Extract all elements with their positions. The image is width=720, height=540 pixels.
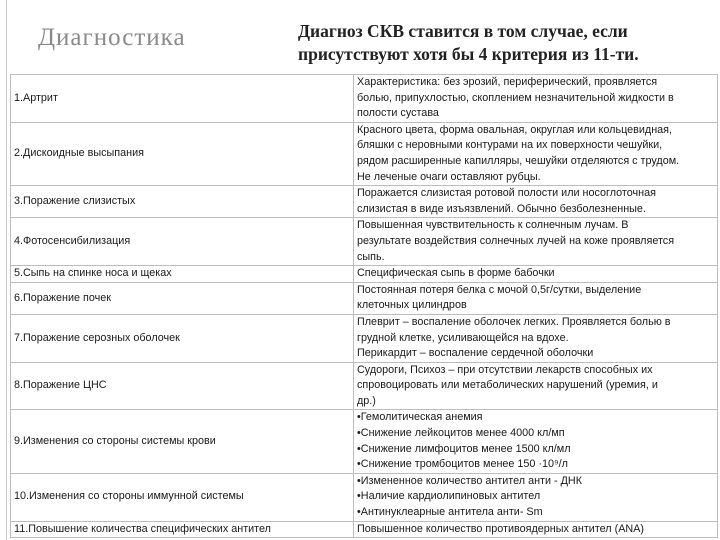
criterion-description <box>354 521 718 538</box>
criterion-description <box>354 282 718 314</box>
slide-heading: Диагноз СКВ ставится в том случае, если присутствуют хотя бы 4 критерия из 11-ти. <box>298 21 639 64</box>
criterion-name: 9.Изменения со стороны системы крови <box>11 410 354 473</box>
criteria-row <box>11 314 718 362</box>
criterion-description <box>354 186 718 218</box>
description-line: Специфическая сыпь в форме бабочки <box>357 267 555 280</box>
criteria-row <box>11 218 718 266</box>
description-line: Повышенная чувствительность к солнечным лучам. В <box>357 219 629 232</box>
description-line: •Снижение тромбоцитов менее 150 ·10⁹/л <box>357 458 568 471</box>
criteria-row <box>11 410 718 473</box>
criterion-name: 10.Изменения со стороны иммунной системы <box>11 473 354 521</box>
criterion-description <box>354 266 718 283</box>
criteria-table <box>10 74 718 538</box>
description-line: Постоянная потеря белка с мочой 0,5г/сутки, выделение <box>357 283 642 296</box>
criterion-name: 3.Поражение слизистых <box>11 186 354 218</box>
description-line: Характеристика: без эрозий, периферический, проявляется <box>357 76 658 88</box>
description-line: •Измененное количество антител анти - ДНК <box>357 474 583 487</box>
description-line: Поражается слизистая ротовой полости или носоглоточная <box>357 187 656 200</box>
description-line: Перикардит – воспаление сердечной оболочки <box>357 347 594 360</box>
criterion-description <box>354 218 718 266</box>
description-line: др.) <box>357 394 376 407</box>
criteria-row <box>11 362 718 410</box>
criterion-name: 11.Повышение количества специфических антител <box>11 521 354 538</box>
description-line: Плеврит – воспаление оболочек легких. Проявляется болью в <box>357 315 671 328</box>
criterion-description <box>354 122 718 185</box>
description-line: спровоцировать или метаболических нарушений (уремия, и <box>357 379 658 392</box>
description-line: рядом расширенные капилляры, чешуйки отделяются с трудом. <box>357 154 680 167</box>
criterion-description <box>354 75 718 123</box>
description-line: •Наличие кардиолипиновых антител <box>357 490 541 503</box>
criterion-name: 8.Поражение ЦНС <box>11 362 354 410</box>
criterion-description <box>354 362 718 410</box>
criterion-name: 2.Дискоидные высыпания <box>11 122 354 185</box>
decorative-side-line <box>6 0 7 540</box>
description-line: слизистая в виде изъязвлений. Обычно безболезненные. <box>357 202 646 215</box>
description-line: Судороги, Психоз – при отсутствии лекарств способных их <box>357 363 653 376</box>
criterion-name: 1.Артрит <box>11 75 354 123</box>
criteria-row <box>11 75 718 123</box>
criterion-name: 6.Поражение почек <box>11 282 354 314</box>
description-line: •Антинуклеарные антитела анти- Sm <box>357 506 543 519</box>
description-line: полости сустава <box>357 107 439 120</box>
criteria-row <box>11 266 718 283</box>
description-line: бляшки с неровными контурами на их поверхности чешуйки, <box>357 139 663 152</box>
criteria-row <box>11 122 718 185</box>
description-line: клеточных цилиндров <box>357 299 467 312</box>
description-line: сыпь. <box>357 250 385 263</box>
criteria-row <box>11 521 718 538</box>
description-line: результате воздействия солнечных лучей на коже проявляется <box>357 234 675 247</box>
criteria-row <box>11 473 718 521</box>
slide-title: Диагностика <box>38 24 186 51</box>
criterion-name: 7.Поражение серозных оболочек <box>11 314 354 362</box>
description-line: •Снижение лимфоцитов менее 1500 кл/мл <box>357 442 571 455</box>
description-line: Повышенное количество противоядерных антител (ANA) <box>357 522 644 535</box>
description-line: •Снижение лейкоцитов менее 4000 кл/мп <box>357 427 565 440</box>
description-line: грудной клетке, усиливающейся на вдохе. <box>357 331 569 344</box>
criterion-name: 5.Сыпь на спинке носа и щеках <box>11 266 354 283</box>
description-line: болью, припухлостью, скоплением незначительной жидкости в <box>357 91 674 104</box>
criterion-description <box>354 410 718 473</box>
criteria-row <box>11 186 718 218</box>
criterion-description <box>354 314 718 362</box>
criterion-name: 4.Фотосенсибилизация <box>11 218 354 266</box>
description-line: •Гемолитическая анемия <box>357 411 483 424</box>
criterion-description <box>354 473 718 521</box>
criteria-row <box>11 282 718 314</box>
description-line: Не леченые очаги оставляют рубцы. <box>357 170 541 183</box>
description-line: Красного цвета, форма овальная, округлая или кольцевидная, <box>357 123 673 136</box>
